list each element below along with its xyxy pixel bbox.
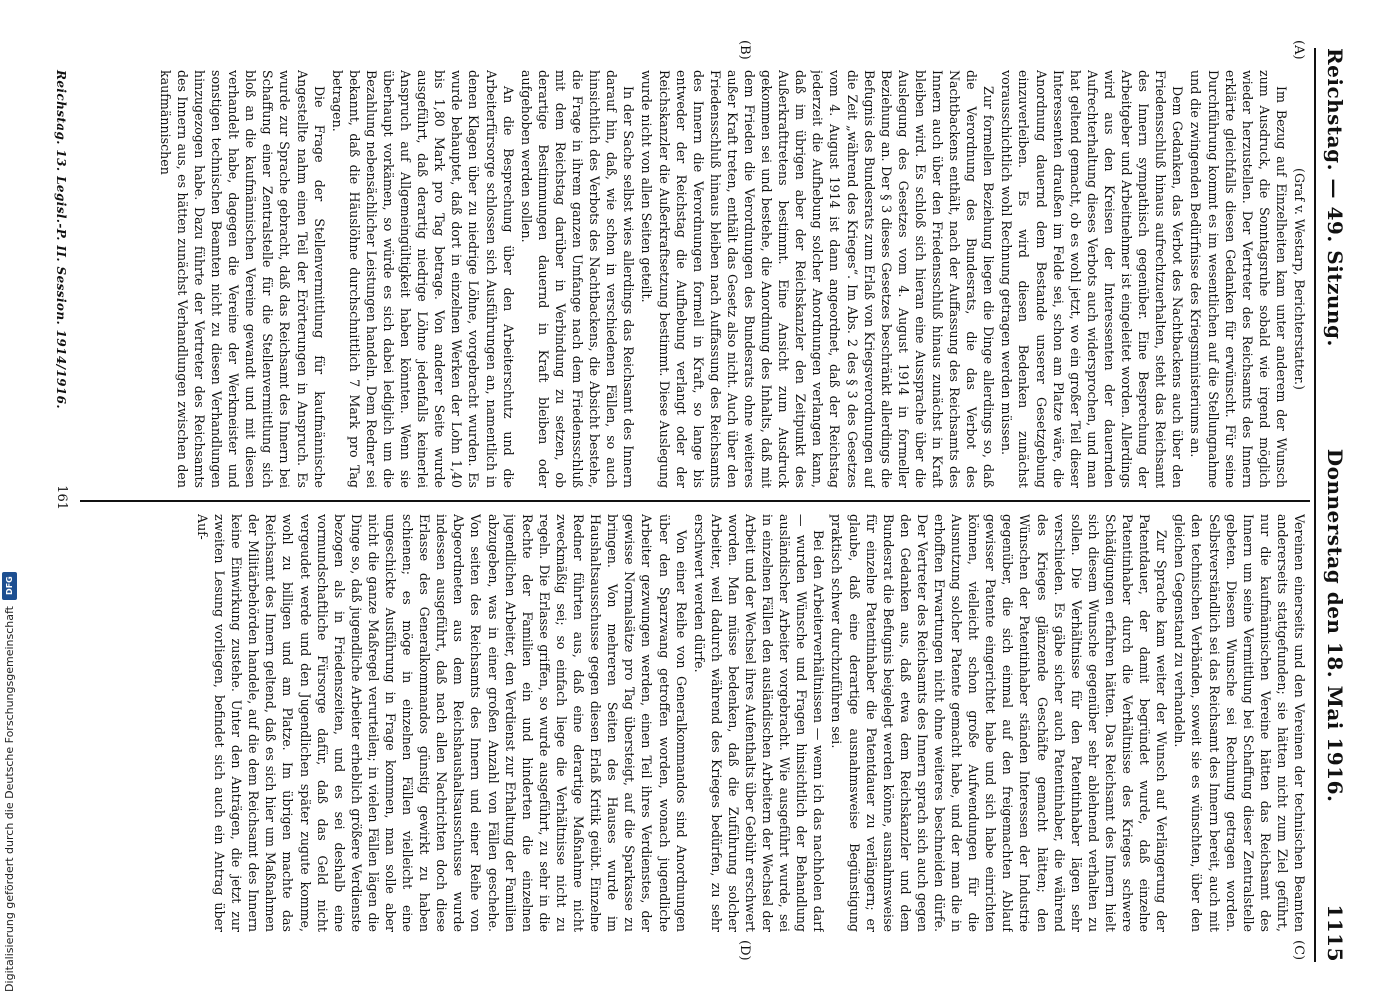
dfg-logo-icon: DFG <box>2 572 17 600</box>
credit-text: Digitalisierung gefördert durch die Deutsche Forschungsgemeinschaft <box>3 606 16 992</box>
page-header <box>1320 48 1350 962</box>
left-column <box>76 70 1308 488</box>
margin-mark-a: (A) <box>1291 40 1306 60</box>
paragraph: Zur Sprache kam weiter der Wunsch auf Verlängerung der Patentdauer, der damit begründet wurde, daß einzelne Patentinhaber durch die Verhältnisse des Krieges schwere Schädigungen erfahren hätten. Das Reichsamt des Innern hielt sich diesem Wunsche gegenüber sehr ablehnend verhalten zu sollen. Die Verhältnisse für den Patentinhaber lägen sehr verschieden. Es gäbe sicher auch Patentinhaber, die während des Krieges glänzende Geschäfte gemacht hätten; den Wünschen der Patentinhaber ständen Interessen der Industrie gegenüber, die sich einmal auf den freigemachten Ablauf gewisser Patente eingerichtet habe und sich habe einrichten können, vielleicht schon große Aufwendungen für die Ausnutzung solcher Patente gemacht habe, und der man die in erhofften Erwartungen nicht ohne weiteres beschneiden dürfe. Der Vertreter des Reichsamts des Innern sprach sich auch gegen den Gedanken aus, daß etwa dem Reichskanzler und dem Bundesrat die Befugnis beigelegt werden könne, ausnahmsweise für einzelne Patentinhaber die Patentdauer zu verlängern; er glaube, daß eine derartige ausnahmsweise Begünstigung praktisch schwer durchzuführen sei. <box>829 514 1170 932</box>
paragraph: Bei den Arbeiterverhältnissen — wenn ich das nachholen darf — wurden Wünsche und Fragen hinsichtlich der Behandlung ausländischer Arbeiter vorgebracht. Wie ausgeführt wurde, sei in einzelnen Fällen den ausländischen Arbeitern der Wechsel der Arbeit und der Wechsel ihres Aufenthalts über Gebühr erschwert worden. Man müsse bedenken, daß die Zuführung solcher Arbeiter, weil dadurch während des Krieges bedürfen, zu sehr erschwert werden dürfe. <box>691 514 827 932</box>
paragraph: Im Bezug auf Einzelheiten kam unter anderem der Wunsch zum Ausdruck, die Sonntagsruhe sobald wie irgend möglich wieder herzustellen. Der Vertreter des Reichsamts des Innern erklärte gleichfalls diesen Gedanken für erwünscht. Für seine Durchführung kommt es im wesentlichen auf die Stellungnahme und die zwingenden Bedürfnisse des Kriegsministeriums an. <box>1188 70 1289 488</box>
paragraph: Zur formellen Beziehung liegen die Dinge allerdings so, daß die Verordnung des Bundesrats, die das Verbot des Nachtbackens enthält, nach der Auffassung des Reichsamts des Innern auch über den Friedensschluß hinaus zunächst in Kraft bleiben wird. Es schloß sich hieran eine Aussprache über die Auslegung des Gesetzes vom 4. August 1914 in formeller Beziehung an. Der § 3 dieses Gesetzes beschränkt allerdings die Befugnis des Bundesrats zum Erlaß von Kriegsverordnungen auf die Zeit „während des Krieges“. Im Abs. 2 des § 3 des Gesetzes vom 4. August 1914 ist dann angeordnet, daß der Reichstag jederzeit die Aufhebung solcher Anordnungen verlangen kann, daß im übrigen aber der Reichskanzler den Zeitpunkt des Außerkrafttretens bestimmt. Eine Ansicht zum Ausdruck gekommen sei und bestehe, die Anordnung des Inhalts, daß mit dem Frieden die Verordnungen des Bundesrats ohne weiteres außer Kraft treten, enthält das Gesetz also nicht. Auch über den Friedensschluß hinaus bleiben nach Auffassung des Reichsamts des Innern die Verordnungen formell in Kraft, so lange bis entweder der Reichstag die Aufhebung verlangt oder der Reichskanzler die Außerkraftsetzung bestimmt. Diese Auslegung wurde nicht von allen Seiten geteilt. <box>639 70 997 488</box>
margin-mark-b: (B) <box>737 40 752 60</box>
right-column <box>76 514 1308 932</box>
rotated-page-content <box>42 40 1372 970</box>
margin-mark-d: (D) <box>737 940 752 961</box>
footer-page-number: 161 <box>54 485 69 510</box>
header-page-number: 1115 <box>1323 904 1347 962</box>
paragraph: Vereinen einerseits und den Vereinen der technischen Beamten andererseits stattgefunden; sie hätten nicht zum Ziel geführt, nur die kaufmännischen Vereine hätten das Reichsamt des Innern um seine Vermittlung bei Schaffung dieser Zentralstelle gebeten. Diesem Wunsche sei Rechnung getragen worden. Selbstverständlich sei das Reichsamt des Innern bereit, auch mit den technischen Verbänden, soweit sie es wünschten, über den gleichen Gegenstand zu verhandeln. <box>1172 514 1307 932</box>
paragraph: Dem Gedanken, das Verbot des Nachtbackens auch über den Friedensschluß hinaus aufrechtzuerhalten, steht das Reichsamt des Innern sympathisch gegenüber. Eine Besprechung der Arbeitgeber und Arbeitnehmer ist eingeleitet worden. Allerdings wird aus den Kreisen der Interessenten der dauernden Aufrechterhaltung dieses Verbots auch widersprochen, und man hat geltend gemacht, ob es wohl jetzt, wo ein großer Teil dieser Interessenten draußen im Felde sei, schon am Platze wäre, die Anordnung dauernd dem Bestande unserer Gesetzgebung einzuverleiben. Es wird diesen Bedenken zunächst vorausschichtlich wohl Rechnung getragen werden müssen. <box>999 70 1186 488</box>
paragraph: Die Frage der Stellenvermittlung für kaufmännische Angestellte nahm einen Teil der Erörterungen in Anspruch. Es wurde zur Sprache gebracht, daß das Reichsamt des Innern bei Schaffung einer Zentralstelle für die Stellenvermittlung sich bloß an die kaufmännischen Vereine gewandt und mit diesen verhandelt habe, dagegen die Vereine der Werkmeister und sonstigen technischen Beamten nicht zu diesen Verhandlungen hinzugezogen habe. Dazu führte der Vertreter des Reichsamts des Innern aus, es hätten zunächst Verhandlungen zwischen den kaufmännischen <box>157 70 327 488</box>
footer-source: Reichstag. 13. Legisl.-P. II. Session. 1914/1916. <box>54 70 68 409</box>
paragraph: Von einer Reihe von Generalkommandos sind Anordnungen über den Sparzwang getroffen worden, wonach jugendliche Arbeiter gezwungen werden, einen Teil ihres Verdienstes, der gewisse Normalsätze pro Tag übersteigt, auf die Sparkasse zu bringen. Von mehreren Seiten des Hauses wurde im Haushaltsausschusse gegen diesen Erlaß Kritik geübt. Einzelne Redner führten aus, daß eine derartige Maßnahme nicht zweckmäßig sei; so einfach liege die Verhältnisse nicht zu regeln. Die Erlasse griffen, so wurde ausgeführt, zu sehr in die Rechte der Familien ein und hinderten die einzelnen jugendlichen Arbeiter, den Verdienst zur Erhaltung der Familien abzugeben, was in einer großen Anzahl von Fällen geschehe. Von seiten des Reichsamts des Innern und einer Reihe von Abgeordneten aus dem Reichshaushaltsausschusse wurde indessen ausgeführt, daß nach allen Nachrichten doch diese Erlasse des Generalkommandos günstig gewirkt zu haben schienen; es möge in einzelnen Fällen vielleicht eine ungeschickte Ausführung in Frage kommen, man solle aber nicht die ganze Maßregel verurteilen; in vielen Fällen lägen die Dinge so, daß jugendliche Arbeiter erheblich größere Verdienste bezogen als in Friedenszeiten, und es sei deshalb eine vormundschaftliche Fürsorge dafür, daß das Geld nicht vergeudet werde und den Jugendlichen später zugute komme, wohl zu billigen und am Platze. Im übrigen machte das Reichsamt des Innern geltend, daß es sich hier um Maßnahmen der Militärbehörden handele, auf die dem Reichsamt des Innern keine Einwirkung zustehe. Unter den Anträgen, die jetzt zur zweiten Lesung vorliegen, befindet sich auch ein Antrag über Auf- <box>195 514 689 932</box>
header-left: Reichstag. — 49. Sitzung. <box>1323 48 1347 347</box>
paragraph: An die Besprechung über den Arbeiterschutz und die Arbeiterfürsorge schlossen sich Ausführungen an, namentlich in denen Klagen über zu niedrige Löhne, vorgebracht wurden. Es wurde behauptet, daß dort in einzelnen Werken der Lohn 1,40 bis 1,80 Mark pro Tag betrage. Von anderer Seite wurde ausgeführt, daß derartig niedrige Löhne jedenfalls keinerlei Anspruch auf Allgemeingültigkeit haben könnten. Wenn sie überhaupt vorkämen, so würde es sich dabei lediglich um die Bezahlung nebensächlicher Leistungen handeln. Dem Redner sei bekannt, daß die Häuslöhne durchschnittlich 7 Mark pro Tag betragen. <box>329 70 516 488</box>
margin-mark-c: (C) <box>1291 940 1306 961</box>
digitization-credit <box>2 572 17 992</box>
header-date: Donnerstag den 18. Mai 1916. <box>1323 448 1347 803</box>
column-divider <box>80 500 1310 502</box>
header-rule <box>1314 48 1316 962</box>
scanned-page <box>42 40 1372 970</box>
paragraph: In der Sache selbst wies allerdings das Reichsamt des Innern darauf hin, daß, wie schon in verschiedenen Fällen, so auch hinsichtlich des Verbots des Nachtbackens, die Absicht bestehe, die Frage in ihrem ganzen Umfange nach dem Friedensschluß mit dem Reichstag darüber in Verbindung zu setzen, ob derartige Bestimmungen dauernd in Kraft bleiben oder aufgehoben werden sollen. <box>518 70 637 488</box>
speaker-line: (Graf v. Westarp, Berichterstatter.) <box>1292 168 1307 390</box>
